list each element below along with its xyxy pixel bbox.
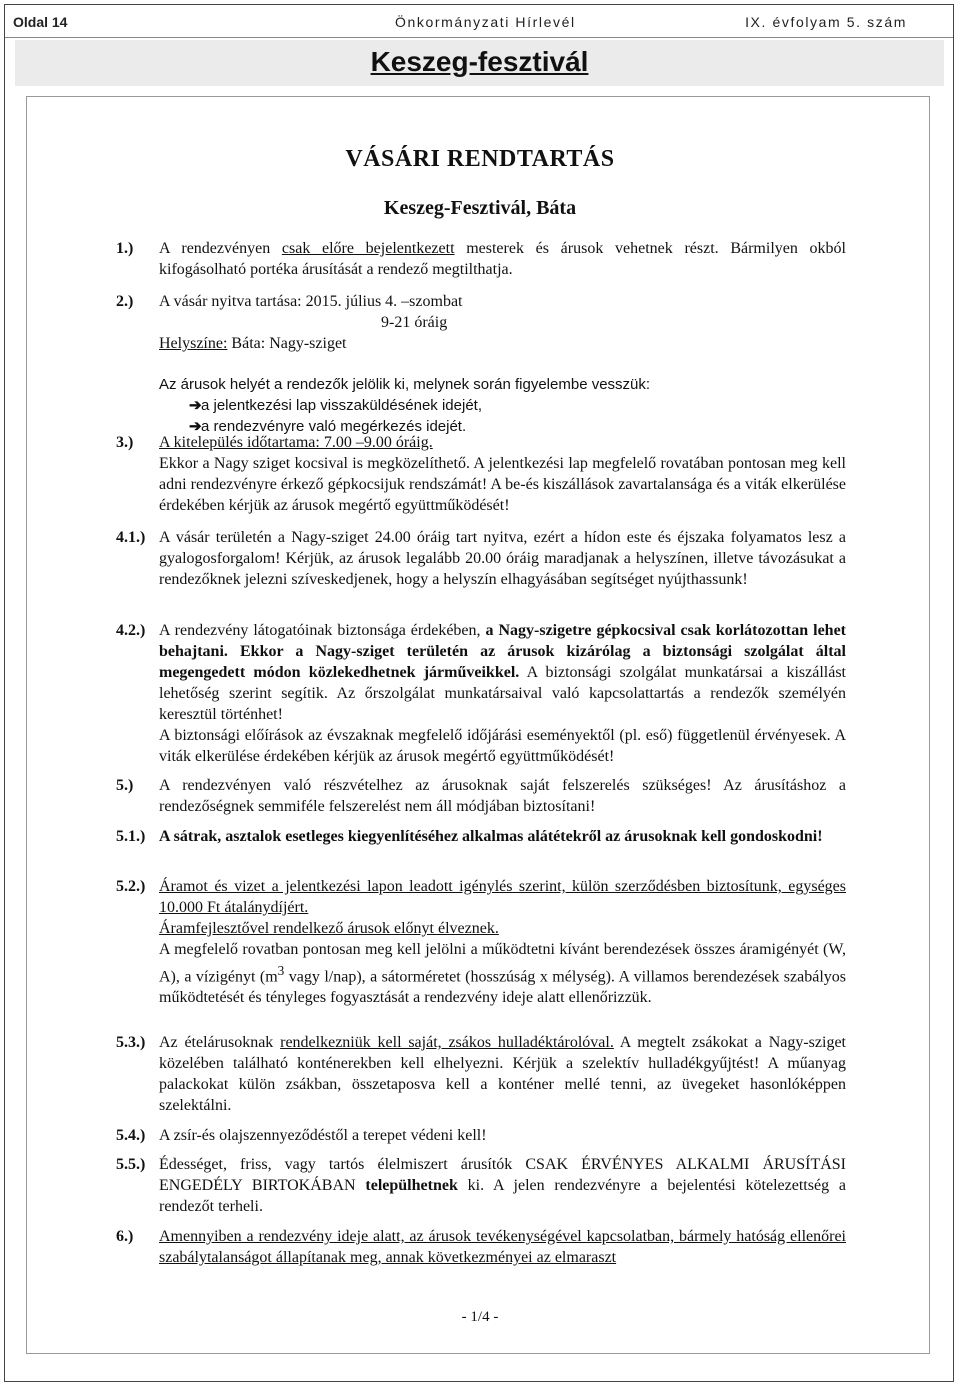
section-5-5 — [116, 1154, 846, 1217]
article-title-bar — [15, 40, 944, 86]
section-5 — [116, 775, 846, 817]
bold-text: A sátrak, asztalok esetleges kiegyenlítéséhez alkalmas alátétekről az árusoknak kell gondoskodni! — [159, 828, 823, 845]
section-number: 2.) — [116, 293, 134, 310]
section-5-2 — [116, 876, 846, 1008]
section-number: 1.) — [116, 240, 134, 257]
running-header — [5, 5, 953, 37]
section-1 — [116, 238, 846, 280]
section-text: mesterek és árusok vehetnek részt. Bármilyen okból kifogásolható portéka árusítását a rendező megtilthatja. — [159, 240, 846, 278]
section-text: A biztonsági szolgálat munkatársai a kiszállást lehetőség szerint segítik. Az őrszolgálat munkatársaival való kapcsolattartás a rendezők személyén keresztül történhet! — [159, 664, 846, 723]
section-text: A zsír-és olajszennyeződéstől a terepet védeni kell! — [159, 1127, 487, 1144]
section-text: ki. A jelen rendezvényre a bejelentési kötelezettség a rendezőt terheli. — [159, 1177, 846, 1215]
section-number: 5.4.) — [116, 1127, 146, 1144]
section-number: 5.1.) — [116, 828, 146, 845]
location-value: Báta: Nagy-sziget — [227, 335, 347, 352]
section-5-3 — [116, 1032, 846, 1116]
section-text: A rendezvényen való részvételhez az árusoknak saját felszerelés szükséges! Az árusításhoz a rendezőségnek semmiféle felszerelést nem áll módjában biztosítani! — [159, 777, 846, 815]
underlined-text: csak előre bejelentkezett — [281, 240, 455, 257]
section-number: 6.) — [116, 1228, 134, 1245]
header-divider — [5, 37, 953, 38]
placement-intro: Az árusok helyét a rendezők jelölik ki, melynek során figyelembe vesszük: — [159, 376, 651, 393]
volume-label: IX. évfolyam 5. szám — [745, 14, 907, 30]
section-text: A megtelt zsákokat a Nagy-sziget közelében található konténerekben kell elhelyezni. Kérjük a szelektív hulladékgyűjtést! A műanyag palackokat külön zsákban, összetaposva kell a konténer mellé tenni, az üvegeket hasonlóképpen szelektálni. — [159, 1034, 846, 1114]
publication-name: Önkormányzati Hírlevél — [395, 14, 576, 30]
underlined-text: Amennyiben a rendezvény ideje alatt, az árusok tevékenységével kapcsolatban, bármely hatóság ellenőrei szabálytalanságot állapítanak meg, annak következményei az elmaraszt — [159, 1228, 846, 1266]
section-text: Az ételárusoknak — [159, 1034, 281, 1051]
opening-time: 9-21 óráig — [381, 314, 448, 331]
setup-time: A kitelepülés időtartama: 7.00 –9.00 óráig. — [159, 434, 433, 451]
list-item — [159, 395, 846, 416]
article-title: Keszeg-fesztivál — [370, 46, 589, 77]
section-number: 5.3.) — [116, 1034, 146, 1051]
list-item-text: a jelentkezési lap visszaküldésének idejét, — [201, 397, 482, 414]
page-label: Oldal 14 — [13, 14, 68, 30]
document-subtitle: Keszeg-Fesztivál, Báta — [383, 197, 577, 219]
section-2 — [116, 291, 846, 437]
superscript: 3 — [277, 963, 285, 978]
page-number: - 1/4 - — [461, 1309, 499, 1325]
section-6 — [116, 1226, 846, 1268]
section-text: A biztonsági előírások az évszaknak megfelelő időjárási eseményektől (pl. eső) függetlenül érvényesek. A viták elkerülése érdekében kérjük az árusok megértő együttműködését! — [159, 727, 846, 765]
section-text: vagy l/nap), a sátorméretet (hosszúság x mélység). A villamos berendezések szabályos működtetését és tényleges fogyasztását a rendezvény ideje alatt ellenőrizzük. — [159, 968, 847, 1007]
section-number: 5.5.) — [116, 1156, 146, 1173]
section-4-2 — [116, 620, 846, 767]
section-text: A rendezvényen — [159, 240, 282, 257]
section-text: Édességet, friss, vagy tartós élelmiszert árusítók CSAK ÉRVÉNYES ALKALMI ÁRUSÍTÁSI ENGEDÉLY BIRTOKÁBAN — [159, 1156, 846, 1194]
arrow-right-icon: ➔ — [189, 418, 202, 435]
section-number: 5.2.) — [116, 878, 146, 895]
section-number: 3.) — [116, 434, 134, 451]
section-3 — [116, 432, 846, 516]
section-number: 4.2.) — [116, 622, 146, 639]
location-label: Helyszíne: — [159, 335, 228, 352]
bold-text: a Nagy-szigetre gépkocsival csak korlátozottan lehet behajtani. Ekkor a Nagy-sziget területén az árusok kizárólag a biztonsági szolgálat által megengedett módon közlekedhetnek járműveikkel. — [159, 622, 846, 681]
arrow-right-icon: ➔ — [189, 397, 202, 414]
document-title: VÁSÁRI RENDTARTÁS — [345, 146, 615, 172]
underlined-text: Áramfejlesztővel rendelkező árusok előnyt élveznek. — [159, 920, 499, 937]
section-text: A rendezvény látogatóinak biztonsága érdekében, — [159, 622, 486, 639]
section-5-4 — [116, 1125, 846, 1146]
list-item-text: a rendezvényre való megérkezés idejét. — [201, 418, 467, 435]
underlined-text: Áramot és vizet a jelentkezési lapon leadott igénylés szerint, külön szerződésben biztosítunk, egységes 10.000 Ft átalánydíjért. — [159, 878, 846, 916]
section-4-1 — [116, 527, 846, 590]
section-text: A vásár területén a Nagy-sziget 24.00 óráig tart nyitva, ezért a hídon este és éjszaka folyamatos lesz a gyalogosforgalom! Kérjük, az árusok legalább 20.00 óráig maradjanak a helyszínen, illetve távozásukat a rendezőknek jelezni szíveskedjenek, hogy a helyszín elhagyásában segítséget nyújthassunk! — [159, 529, 846, 588]
underlined-text: rendelkezniük kell saját, zsákos hulladéktárolóval. — [280, 1034, 614, 1051]
section-text: Ekkor a Nagy sziget kocsival is megközelíthető. A jelentkezési lap megfelelő rovatában pontosan meg kell adni rendezvényre érkező gépkocsijuk rendszámát! A be-és kiszállások zavartalansága és a viták elkerülése érdekében kérjük az árusok megértő együttműködését! — [159, 455, 846, 514]
bold-text: települhetnek — [365, 1177, 458, 1194]
section-text: A megfelelő rovatban pontosan meg kell jelölni a működtetni kívánt berendezések összes áramigényét (W, A), a vízigényt (m — [159, 941, 846, 986]
section-5-1 — [116, 826, 846, 847]
opening-hours: A vásár nyitva tartása: 2015. július 4. –szombat — [159, 293, 463, 310]
section-number: 4.1.) — [116, 529, 146, 546]
section-number: 5.) — [116, 777, 134, 794]
